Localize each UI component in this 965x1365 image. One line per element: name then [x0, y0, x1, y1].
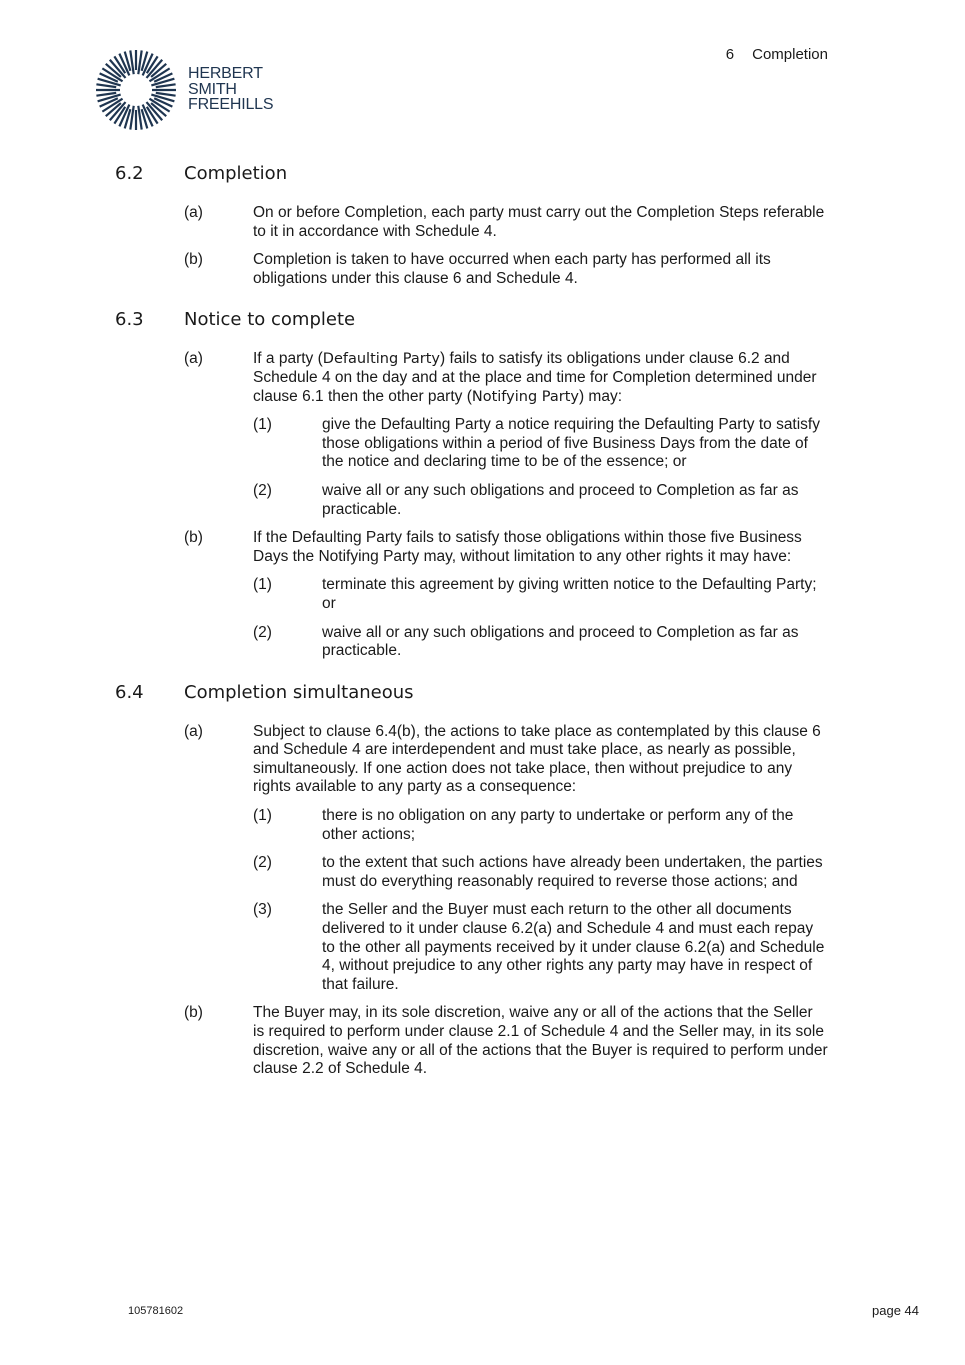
logo-wordmark [188, 66, 273, 113]
paragraph-label: (b) [184, 1004, 203, 1022]
section-heading [115, 309, 835, 335]
subclause-label: (3) [253, 901, 272, 919]
subclause [115, 482, 835, 519]
section-number: 6.3 [115, 309, 144, 331]
subclause-label: (1) [253, 416, 272, 434]
subclause [115, 901, 835, 994]
paragraph-text [253, 350, 828, 406]
text-run: ) fails to satisfy its obligations under clause 6.2 and Schedule 4 on the day and at the place and time for Completion determined under clause 6.1 then the other party ( [253, 350, 817, 405]
running-header [726, 46, 828, 63]
sunburst-logo-icon [96, 46, 180, 134]
paragraph-label: (a) [184, 204, 203, 221]
subclause [115, 624, 835, 661]
logo-line: FREEHILLS [188, 96, 274, 113]
subclause-label: (1) [253, 807, 272, 825]
text-run: If a party ( [253, 350, 323, 368]
clause-paragraph [115, 251, 835, 288]
running-header-title: Completion [752, 46, 828, 63]
subclause [115, 807, 835, 844]
subclause-text: to the extent that such actions have already been undertaken, the parties must do everything reasonably required to reverse those actions; and [322, 854, 823, 890]
paragraph-text: The Buyer may, in its sole discretion, waive any or all of the actions that the Seller is required to perform under clause 2.1 of Schedule 4 and the Seller may, in its sole discretion, waive any or all of the actions that the Buyer is required to perform under clause 2.2 of Schedule 4. [253, 1004, 828, 1078]
subclause-label: (1) [253, 576, 272, 594]
clause-paragraph [115, 1004, 835, 1078]
subclause-text: waive all or any such obligations and proceed to Completion as far as practicable. [322, 481, 799, 518]
paragraph-label: (b) [184, 251, 203, 269]
defined-term: Defaulting Party [322, 351, 440, 368]
sunburst-ray [156, 93, 176, 96]
paragraph-text: Subject to clause 6.4(b), the actions to take place as contemplated by this clause 6 and Schedule 4 are interdependent and must take place, as nearly as possible, simultaneously. If one action does not take place, then without prejudice to any rights available to any party as a consequence: [253, 722, 821, 796]
herbert-smith-freehills-logo [96, 46, 276, 134]
paragraph-text: On or before Completion, each party must carry out the Completion Steps referable to it in accordance with Schedule 4. [253, 204, 825, 240]
paragraph-label: (a) [184, 722, 203, 740]
subclause-text: waive all or any such obligations and proceed to Completion as far as practicable. [322, 623, 799, 660]
subclause [115, 854, 835, 891]
subclause [115, 576, 835, 613]
sunburst-ray [96, 84, 116, 87]
clause-paragraph [115, 350, 835, 406]
clause-paragraph [115, 529, 835, 566]
section-title: Notice to complete [184, 309, 356, 331]
section-title: Completion [184, 163, 288, 184]
section-heading [115, 163, 835, 189]
document-id: 105781602 [128, 1305, 184, 1317]
subclause-label: (2) [253, 481, 272, 499]
subclause [115, 416, 835, 472]
subclause-text: there is no obligation on any party to undertake or perform any of the other actions; [322, 807, 794, 843]
subclause-label: (2) [253, 854, 272, 872]
clause-paragraph [115, 204, 835, 241]
sunburst-ray [156, 84, 176, 87]
document-body [115, 163, 835, 1079]
subclause-text: terminate this agreement by giving written notice to the Defaulting Party; or [322, 576, 817, 612]
logo-line: HERBERT [188, 65, 263, 82]
page-number: page 44 [872, 1303, 919, 1318]
subclause-label: (2) [253, 623, 272, 641]
section-title: Completion simultaneous [184, 681, 414, 703]
running-header-number: 6 [725, 46, 735, 63]
paragraph-label: (a) [184, 350, 203, 368]
section-number: 6.2 [115, 163, 144, 184]
paragraph-label: (b) [184, 529, 203, 547]
clause-paragraph [115, 723, 835, 797]
subclause-text: give the Defaulting Party a notice requiring the Defaulting Party to satisfy those obligations within a period of five Business Days from the date of the notice and declaring time to be of the essence; or [322, 416, 820, 471]
text-run: ) may: [578, 387, 623, 405]
paragraph-text: If the Defaulting Party fails to satisfy those obligations within those five Business Days the Notifying Party may, without limitation to any other rights it may have: [253, 529, 802, 565]
paragraph-text: Completion is taken to have occurred when each party has performed all its obligations under this clause 6 and Schedule 4. [253, 251, 771, 287]
sunburst-ray [96, 93, 116, 96]
section-number: 6.4 [115, 681, 144, 703]
defined-term: Notifying Party [471, 388, 579, 405]
subclause-text: the Seller and the Buyer must each return to the other all documents delivered to it under clause 6.2(a) and Schedule 4 and must each repay to the other all payments received by it under clause 6.2(a) and Schedule 4, without prejudice to any other rights any party may have in respect of that failure. [322, 901, 825, 993]
section-heading [115, 682, 835, 708]
logo-line: SMITH [188, 80, 237, 98]
